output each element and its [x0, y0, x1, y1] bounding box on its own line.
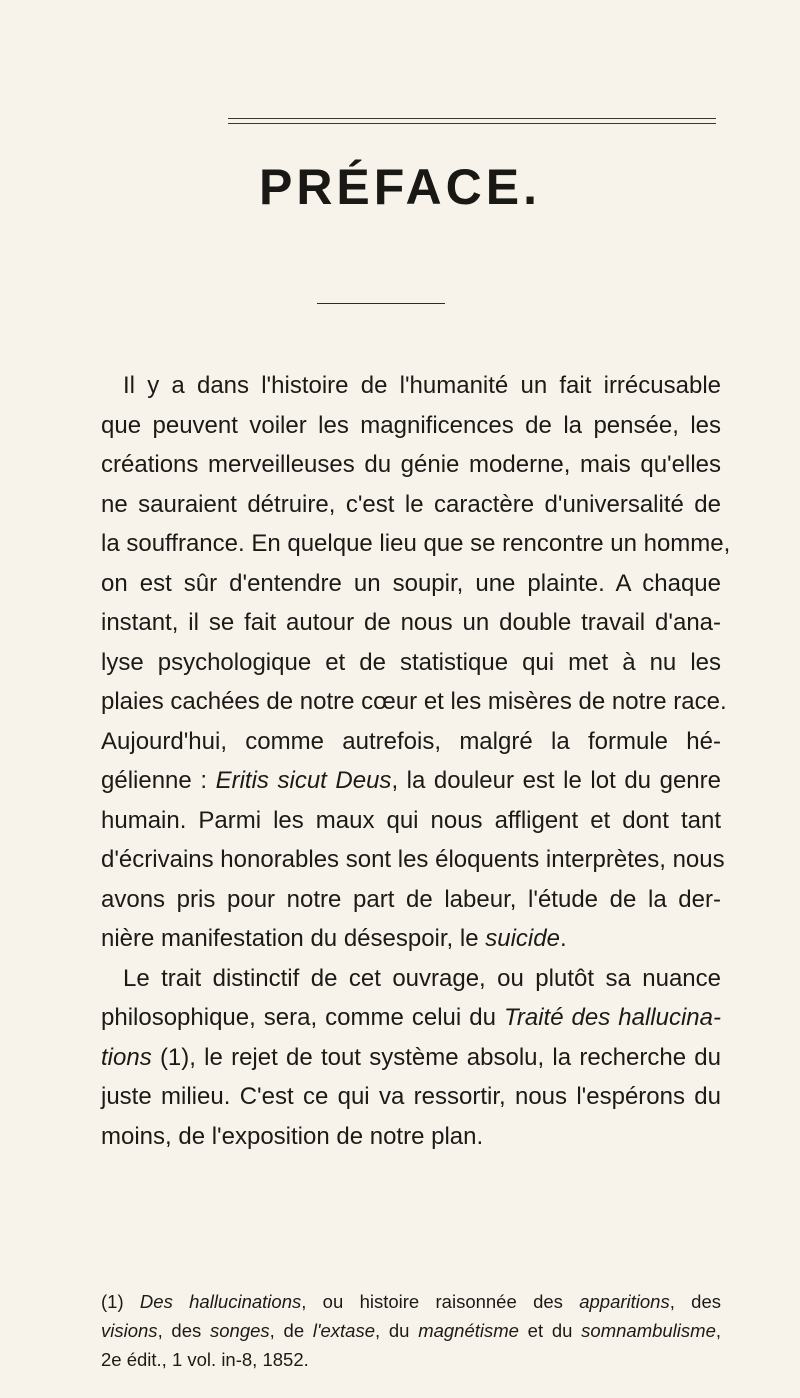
- text-line: tions (1), le rejet de tout système absolu, la recherche du: [101, 1043, 721, 1071]
- text-line: Il y a dans l'histoire de l'humanité un fait irrécusable: [123, 372, 721, 399]
- text-line: philosophique, sera, comme celui du Traité des hallucina-: [101, 1004, 721, 1031]
- text-line: avons pris pour notre part de labeur, l'étude de la der-: [101, 885, 721, 913]
- page-title: PRÉFACE.: [258, 159, 542, 215]
- text-line: moins, de l'exposition de notre plan.: [101, 1122, 484, 1150]
- italic-term: suicide: [485, 925, 560, 952]
- text-line: gélienne : Eritis sicut Deus, la douleur est le lot du genre: [101, 767, 721, 794]
- latin-quote: Eritis sicut Deus: [215, 767, 392, 794]
- top-double-rule-upper: [228, 118, 716, 119]
- text-line: nière manifestation du désespoir, le suicide.: [101, 925, 567, 952]
- text-line: créations merveilleuses du génie moderne, mais qu'elles: [101, 451, 721, 478]
- title-separator-rule: [317, 303, 445, 304]
- footnote-marker: (1): [101, 1291, 140, 1312]
- text-line: que peuvent voiler les magnificences de la pensée, les: [101, 411, 721, 439]
- text-line: lyse psychologique et de statistique qui met à nu les: [101, 648, 721, 676]
- footnote: [101, 1287, 721, 1374]
- text-line: d'écrivains honorables sont les éloquents interprètes, nous: [101, 846, 725, 873]
- text-line: humain. Parmi les maux qui nous affligent et dont tant: [101, 806, 721, 834]
- footnote-line: 2e édit., 1 vol. in-8, 1852.: [101, 1349, 309, 1370]
- text-line: ne sauraient détruire, c'est le caractère d'universalité de: [101, 490, 721, 518]
- italic-work-title: tions: [101, 1043, 152, 1071]
- text-line: plaies cachées de notre cœur et les misères de notre race.: [101, 688, 727, 715]
- italic-work-title: Traité des hallucina-: [503, 1004, 721, 1031]
- footnote-line: (1) Des hallucinations, ou histoire raisonnée des apparitions, des: [101, 1291, 721, 1312]
- text-line: la souffrance. En quelque lieu que se rencontre un homme,: [101, 530, 731, 557]
- text-line: Le trait distinctif de cet ouvrage, ou plutôt sa nuance: [123, 964, 721, 992]
- text-line: juste milieu. C'est ce qui va ressortir, nous l'espérons du: [101, 1083, 721, 1110]
- text-line: instant, il se fait autour de nous un double travail d'ana-: [101, 609, 721, 636]
- preface-body: [101, 366, 731, 1156]
- top-double-rule-lower: [228, 123, 716, 124]
- text-line: on est sûr d'entendre un soupir, une plainte. A chaque: [101, 569, 721, 597]
- text-line: Aujourd'hui, comme autrefois, malgré la formule hé-: [101, 727, 721, 755]
- footnote-line: visions, des songes, de l'extase, du magnétisme et du somnambulisme,: [101, 1320, 721, 1341]
